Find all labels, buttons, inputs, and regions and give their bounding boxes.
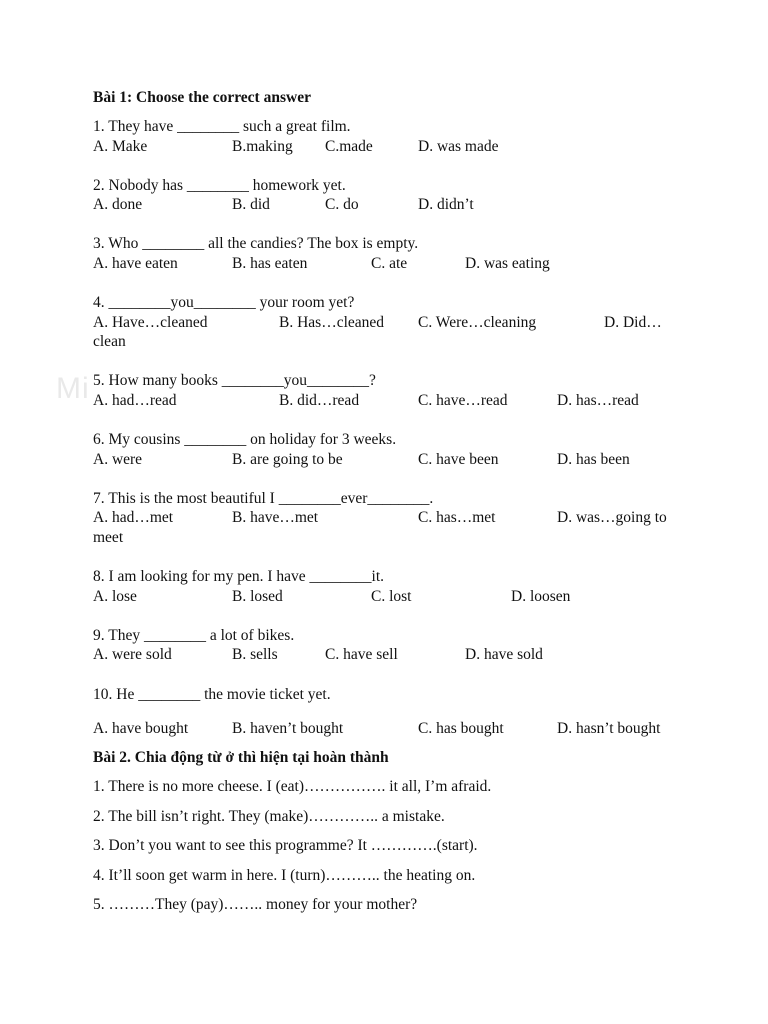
q4-option-d: D. Did… bbox=[604, 314, 662, 331]
question-6: 6. My cousins ________ on holiday for 3 weeks. bbox=[93, 431, 397, 448]
section2-title: Bài 2. Chia động từ ở thì hiện tại hoàn thành bbox=[93, 749, 389, 766]
exercise-2-item-1: 1. There is no more cheese. I (eat)……………. it all, I’m afraid. bbox=[93, 778, 492, 795]
q7-option-d: D. was…going to bbox=[557, 509, 667, 526]
question-7: 7. This is the most beautiful I ________ever________. bbox=[93, 490, 434, 507]
q7-option-a: A. had…met bbox=[93, 509, 174, 526]
exercise-2-item-2: 2. The bill isn’t right. They (make)………….. a mistake. bbox=[93, 808, 445, 825]
q7-option-b: B. have…met bbox=[232, 509, 319, 526]
question-5: 5. How many books ________you________? bbox=[93, 372, 376, 389]
q2-option-a: A. done bbox=[93, 196, 143, 213]
q4-option-b: B. Has…cleaned bbox=[279, 314, 385, 331]
q9-option-b: B. sells bbox=[232, 646, 278, 663]
q1-option-c: C.made bbox=[325, 138, 373, 155]
q5-option-b: B. did…read bbox=[279, 392, 360, 409]
q9-option-c: C. have sell bbox=[325, 646, 398, 663]
q8-option-b: B. losed bbox=[232, 588, 283, 605]
q6-option-a: A. were bbox=[93, 451, 143, 468]
q3-option-a: A. have eaten bbox=[93, 255, 178, 272]
q6-option-b: B. are going to be bbox=[232, 451, 343, 468]
q5-option-a: A. had…read bbox=[93, 392, 177, 409]
q4-option-d-continued: clean bbox=[93, 333, 126, 350]
q2-option-b: B. did bbox=[232, 196, 270, 213]
q8-option-d: D. loosen bbox=[511, 588, 571, 605]
exercise-2-item-3: 3. Don’t you want to see this programme? It ………….(start). bbox=[93, 837, 478, 854]
q1-option-b: B.making bbox=[232, 138, 293, 155]
question-1: 1. They have ________ such a great film. bbox=[93, 118, 351, 135]
q6-option-d: D. has been bbox=[557, 451, 630, 468]
q8-option-c: C. lost bbox=[371, 588, 412, 605]
q9-option-a: A. were sold bbox=[93, 646, 172, 663]
q1-option-a: A. Make bbox=[93, 138, 148, 155]
q10-option-b: B. haven’t bought bbox=[232, 720, 344, 737]
exercise-2-item-5: 5. ………They (pay)…….. money for your mother? bbox=[93, 896, 418, 913]
q10-option-c: C. has bought bbox=[418, 720, 504, 737]
question-3: 3. Who ________ all the candies? The box is empty. bbox=[93, 235, 419, 252]
q2-option-c: C. do bbox=[325, 196, 359, 213]
q3-option-c: C. ate bbox=[371, 255, 408, 272]
question-4: 4. ________you________ your room yet? bbox=[93, 294, 355, 311]
q9-option-d: D. have sold bbox=[465, 646, 543, 663]
exercise-2-item-4: 4. It’ll soon get warm in here. I (turn)……….. the heating on. bbox=[93, 867, 476, 884]
question-8: 8. I am looking for my pen. I have ________it. bbox=[93, 568, 385, 585]
q6-option-c: C. have been bbox=[418, 451, 499, 468]
q10-option-a: A. have bought bbox=[93, 720, 189, 737]
q7-option-c: C. has…met bbox=[418, 509, 496, 526]
question-9: 9. They ________ a lot of bikes. bbox=[93, 627, 295, 644]
q2-option-d: D. didn’t bbox=[418, 196, 474, 213]
q5-option-d: D. has…read bbox=[557, 392, 639, 409]
q3-option-d: D. was eating bbox=[465, 255, 550, 272]
q10-option-d: D. hasn’t bought bbox=[557, 720, 661, 737]
q4-option-a: A. Have…cleaned bbox=[93, 314, 208, 331]
question-2: 2. Nobody has ________ homework yet. bbox=[93, 177, 346, 194]
section1-title: Bài 1: Choose the correct answer bbox=[93, 89, 311, 106]
q3-option-b: B. has eaten bbox=[232, 255, 308, 272]
watermark: Mi bbox=[56, 372, 90, 405]
q8-option-a: A. lose bbox=[93, 588, 137, 605]
q5-option-c: C. have…read bbox=[418, 392, 508, 409]
q7-option-d-continued: meet bbox=[93, 529, 124, 546]
question-10: 10. He ________ the movie ticket yet. bbox=[93, 686, 331, 703]
q4-option-c: C. Were…cleaning bbox=[418, 314, 537, 331]
q1-option-d: D. was made bbox=[418, 138, 499, 155]
